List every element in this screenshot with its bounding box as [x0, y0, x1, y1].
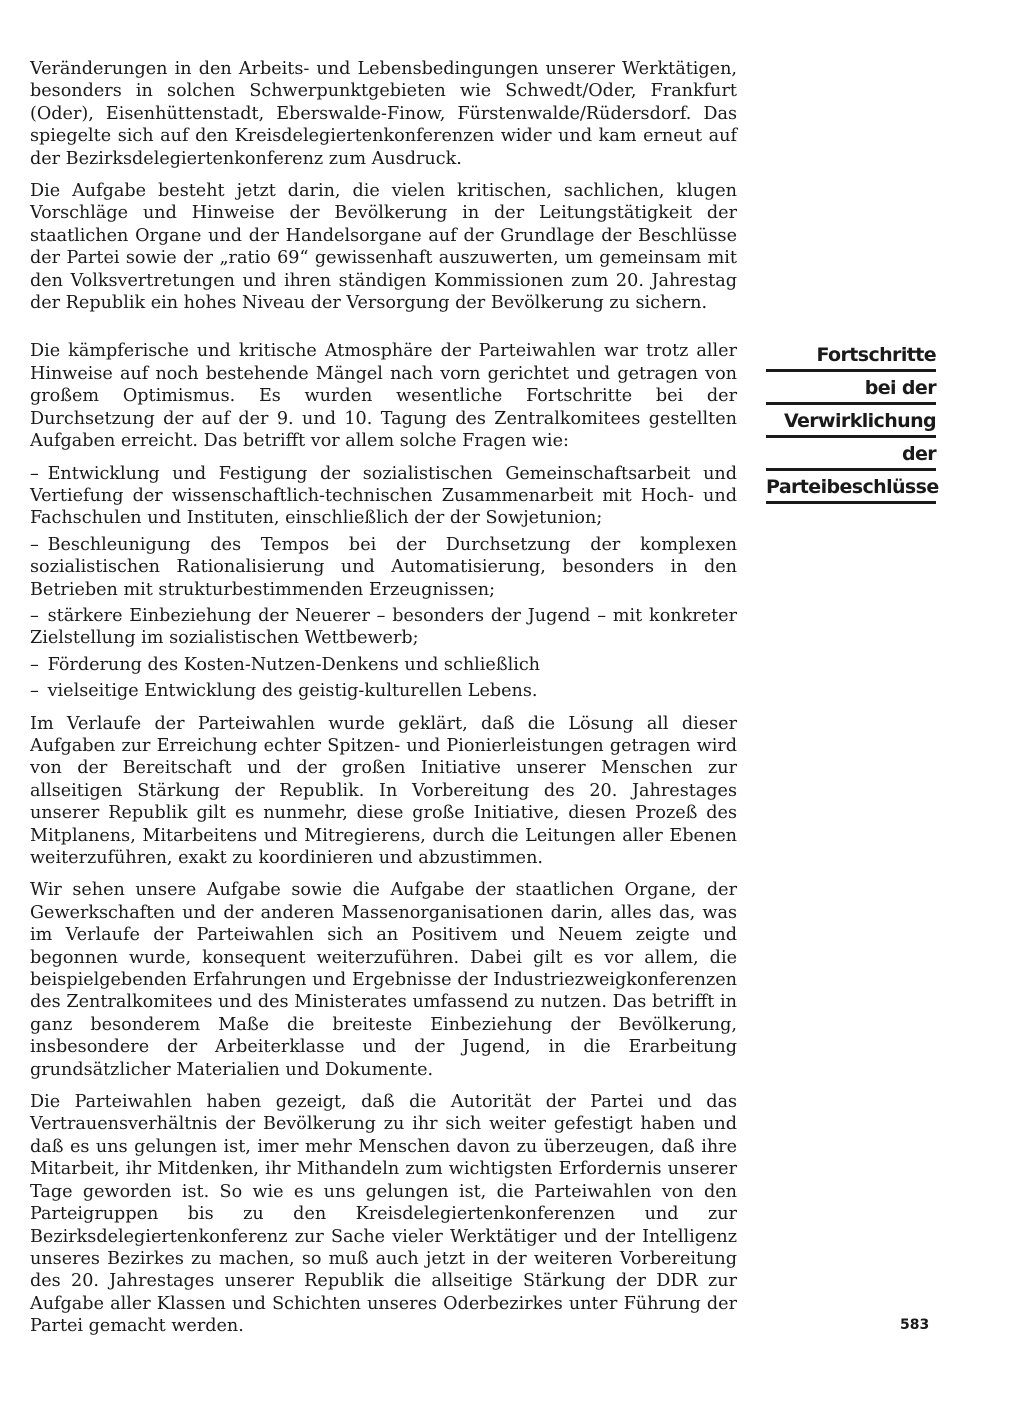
list-item-text: Förderung des Kosten-Nutzen-Denkens und schließlich: [47, 654, 541, 675]
page-number: 583: [900, 1317, 930, 1333]
list-item: [30, 605, 737, 650]
margin-heading: [766, 342, 939, 507]
list-item: [30, 654, 737, 676]
margin-heading-line: Fortschritte: [766, 342, 936, 372]
margin-heading-line: Parteibeschlüsse: [766, 474, 936, 504]
list-item: [30, 680, 737, 702]
margin-heading-line: bei der: [766, 375, 936, 405]
task-list: [30, 463, 737, 703]
paragraph-6: Die Parteiwahlen haben gezeigt, daß die Autorität der Partei und das Vertrauensverhältnis der Bevölkerung zu ihr sich weiter gefestigt haben und daß es uns gelungen ist, imer mehr Menschen davon zu überzeugen, daß ihre Mitarbeit, ihr Mitdenken, ihr Mithandeln zum wichtigsten Erfordernis unserer Tage geworden ist. So wie es uns gelungen ist, die Parteiwahlen von den Parteigruppen bis zu den Kreisdelegiertenkonferenzen und zur Bezirksdelegiertenkonferenz zur Sache vieler Werktätiger und der Intelligenz unseres Bezirkes zu machen, so muß auch jetzt in der weiteren Vorbereitung des 20. Jahrestages unserer Republik die allseitige Stärkung der DDR zur Aufgabe aller Klassen und Schichten unseres Oderbezirkes unter Führung der Partei gemacht werden.: [30, 1092, 737, 1337]
paragraph-5: Wir sehen unsere Aufgabe sowie die Aufgabe der staatlichen Organe, der Gewerkschaften und der anderen Massenorganisationen darin, alles das, was im Verlaufe der Parteiwahlen sich an Positivem und Neuem zeigte und begonnen wurde, konsequent weiterzuführen. Dabei gilt es vor allem, die beispielgebenden Erfahrungen und Ergebnisse der Industriezweigkonferenzen des Zentralkomitees und des Ministerates umfassend zu nutzen. Das betrifft in ganz besonderem Maße die breiteste Einbeziehung der Bevölkerung, insbesondere der Arbeiterklasse und der Jugend, in die Erarbeitung grundsätzlicher Materialien und Dokumente.: [30, 880, 737, 1080]
paragraph-3: Die kämpferische und kritische Atmosphäre der Parteiwahlen war trotz aller Hinweise auf noch bestehende Mängel nach vorn gerichtet und getragen von großem Optimismus. Es wurden wesentliche Fortschritte bei der Durchsetzung der auf der 9. und 10. Tagung des Zentralkomitees gestellten Aufgaben erreicht. Das betrifft vor allem solche Fragen wie:: [30, 341, 737, 452]
dash-marker: –: [30, 605, 39, 626]
main-text-column: [30, 58, 737, 1348]
list-item-text: Beschleunigung des Tempos bei der Durchsetzung der komplexen sozialistischen Rationalisierung und Automatisierung, besonders in den Betrieben mit strukturbestimmenden Erzeugnissen;: [30, 534, 737, 600]
margin-heading-line: Verwirklichung: [766, 408, 936, 438]
paragraph-1: Veränderungen in den Arbeits- und Lebensbedingungen unserer Werktätigen, besonders in solchen Schwerpunktgebieten wie Schwedt/Oder, Frankfurt (Oder), Eisenhüttenstadt, Eberswalde-Finow, Fürstenwalde/Rüdersdorf. Das spiegelte sich auf den Kreisdelegiertenkonferenzen wider und kam erneut auf der Bezirksdelegiertenkonferenz zum Ausdruck.: [30, 59, 737, 169]
list-item: [30, 534, 737, 601]
dash-marker: –: [30, 654, 39, 675]
list-item-text: stärkere Einbeziehung der Neuerer – besonders der Jugend – mit konkreter Zielstellung im sozialistischen Wettbewerb;: [30, 605, 737, 649]
list-item-text: vielseitige Entwicklung des geistig-kulturellen Lebens.: [47, 681, 538, 702]
margin-heading-line: der: [766, 441, 936, 471]
list-item: [30, 463, 737, 530]
paragraph-2: Die Aufgabe besteht jetzt darin, die vielen kritischen, sachlichen, klugen Vorschläge und Hinweise der Bevölkerung in der Leitungstätigkeit der staatlichen Organe und der Handelsorgane auf der Grundlage der Beschlüsse der Partei sowie der „ratio 69“ gewissenhaft auszuwerten, um gemeinsam mit den Volksvertretungen und ihren ständigen Kommissionen zum 20. Jahrestag der Republik ein hohes Niveau der Versorgung der Bevölkerung zu sichern.: [30, 181, 737, 314]
list-item-text: Entwicklung und Festigung der sozialistischen Gemeinschaftsarbeit und Vertiefung der wissenschaftlich-technischen Zusammenarbeit mit Hoch- und Fachschulen und Instituten, einschließlich der der Sowjetunion;: [30, 463, 737, 529]
paragraph-4: Im Verlaufe der Parteiwahlen wurde geklärt, daß die Lösung all dieser Aufgaben zur Erreichung echter Spitzen- und Pionierleistungen getragen wird von der Bereitschaft und der großen Initiative unserer Menschen zur allseitigen Stärkung der Republik. In Vorbereitung des 20. Jahrestages unserer Republik gilt es nunmehr, diese große Initiative, diesen Prozeß des Mitplanens, Mitarbeitens und Mitregierens, durch die Leitungen aller Ebenen weiterzuführen, exakt zu koordinieren und abzustimmen.: [30, 713, 737, 868]
dash-marker: –: [30, 681, 39, 702]
dash-marker: –: [30, 534, 39, 555]
dash-marker: –: [30, 463, 39, 484]
